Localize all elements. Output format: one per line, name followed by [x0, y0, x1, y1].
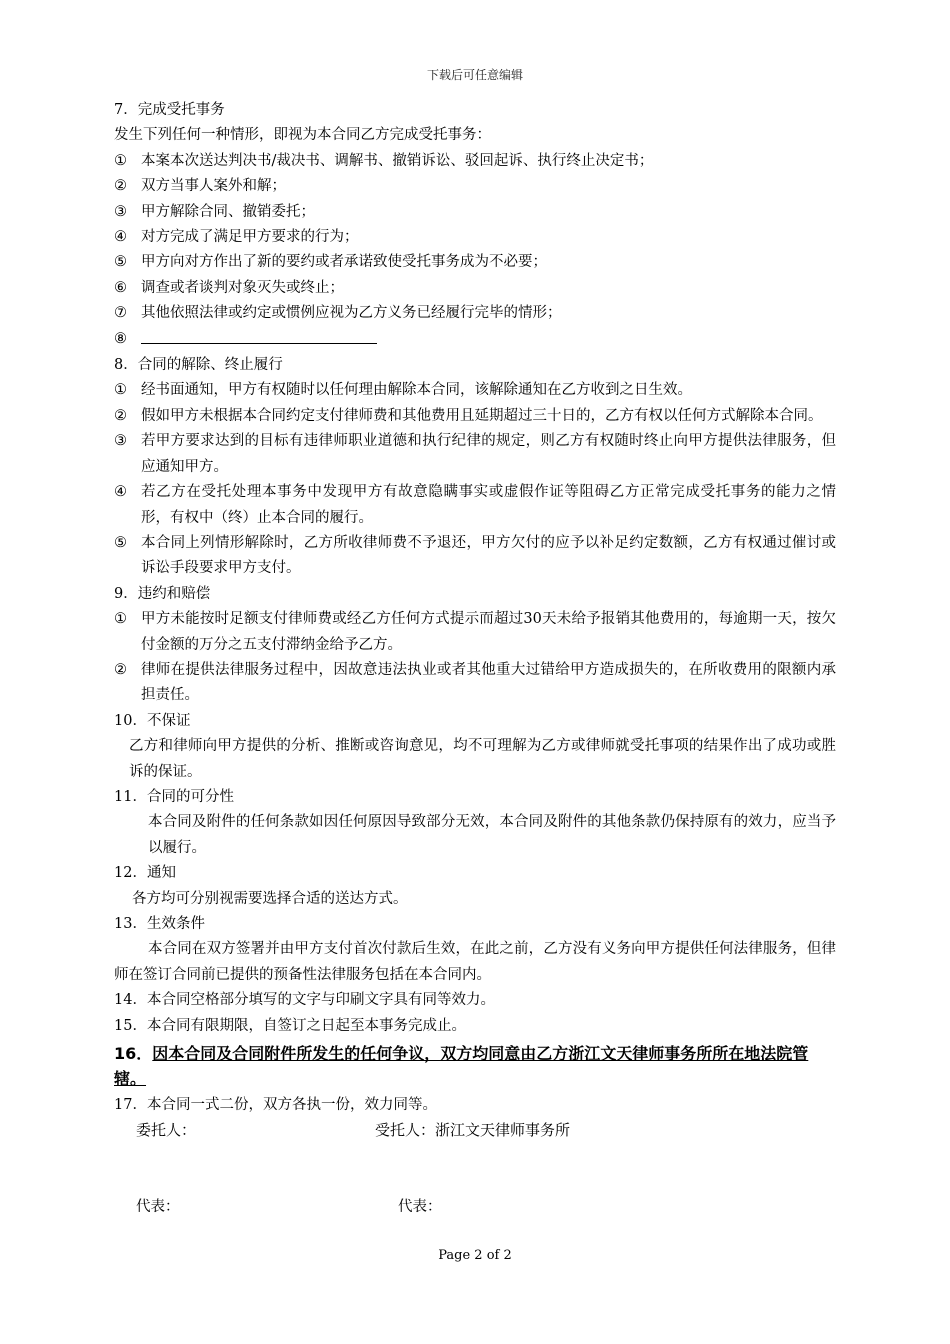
section-13-text: 本合同在双方签署并由甲方支付首次付款后生效，在此之前，乙方没有义务向甲方提供任何法律服务，但律师在签订合同前已提供的预备性法律服务包括在本合同内。 — [114, 941, 836, 983]
page-header: 下载后可任意编辑 — [426, 68, 523, 82]
list-item-blank: ⑧ — [114, 327, 836, 353]
list-item: ① 甲方未能按时足额支付律师费或经乙方任何方式提示而超过30天未给予报销其他费用的，每逾期一天，按欠付金额的万分之五支付滞纳金给予乙方。 — [114, 611, 836, 653]
section-14: 14．本合同空格部分填写的文字与印刷文字具有同等效力。 — [114, 992, 495, 1009]
section-17: 17．本合同一式二份，双方各执一份，效力同等。 — [114, 1097, 437, 1114]
contract-body — [114, 98, 836, 1144]
list-item: ④ 若乙方在受托处理本事务中发现甲方有故意隐瞒事实或虚假作证等阻碍乙方正常完成受托事务的能力之情形，有权中（终）止本合同的履行。 — [114, 484, 836, 526]
list-item: ⑦ 其他依照法律或约定或惯例应视为乙方义务已经履行完毕的情形； — [114, 305, 562, 322]
principal-label: 委托人： — [136, 1121, 197, 1140]
list-item: ③ 甲方解除合同、撤销委托； — [114, 203, 315, 220]
section-7-intro: 发生下列任何一种情形，即视为本合同乙方完成受托事务： — [114, 127, 491, 144]
section-10-text: 乙方和律师向甲方提供的分析、推断或咨询意见，均不可理解为乙方或律师就受托事项的结果作出了成功或胜诉的保证。 — [129, 738, 836, 780]
page-footer: Page 2 of 2 — [438, 1248, 512, 1263]
fill-in-blank-line — [141, 327, 377, 344]
list-item: ② 双方当事人案外和解； — [114, 178, 286, 195]
representative-row — [136, 1195, 442, 1216]
section-11-heading: 11．合同的可分性 — [114, 788, 234, 805]
list-item: ⑥ 调查或者谈判对象灭失或终止； — [114, 279, 344, 296]
section-16-number: 16． — [114, 1044, 153, 1064]
agent-representative-label: 代表： — [398, 1199, 442, 1215]
section-16-text: 因本合同及合同附件所发生的任何争议，双方均同意由乙方浙江文天律师事务所所在地法院管辖。 — [114, 1044, 809, 1089]
section-8-heading: 8．合同的解除、终止履行 — [114, 357, 283, 374]
list-item: ③ 若甲方要求达到的目标有违律师职业道德和执行纪律的规定，则乙方有权随时终止向甲方提供法律服务，但应通知甲方。 — [114, 433, 836, 475]
principal-representative-label: 代表： — [136, 1199, 180, 1215]
list-item: ⑤ 甲方向对方作出了新的要约或者承诺致使受托事务成为不必要； — [114, 254, 547, 271]
signature-row — [114, 1118, 836, 1143]
list-item: ⑤ 本合同上列情形解除时，乙方所收律师费不予退还，甲方欠付的应予以补足约定数额，乙方有权通过催讨或诉讼手段要求甲方支付。 — [114, 534, 836, 577]
section-16 — [114, 1041, 836, 1091]
list-item: ① 经书面通知，甲方有权随时以任何理由解除本合同，该解除通知在乙方收到之日生效。 — [114, 382, 692, 399]
section-10-heading: 10．不保证 — [114, 712, 191, 729]
list-item: ④ 对方完成了满足甲方要求的行为； — [114, 229, 359, 246]
section-11-text: 本合同及附件的任何条款如因任何原因导致部分无效，本合同及附件的其他条款仍保持原有的效力，应当予以履行。 — [148, 814, 836, 856]
list-item: ① 本案本次送达判决书/裁决书、调解书、撤销诉讼、驳回起诉、执行终止决定书； — [114, 152, 654, 169]
section-9-heading: 9．违约和赔偿 — [114, 585, 211, 602]
agent-label: 受托人：浙江文天律师事务所 — [375, 1121, 571, 1140]
section-13-heading: 13．生效条件 — [114, 916, 205, 932]
section-12-heading: 12．通知 — [114, 865, 176, 882]
section-12-text: 各方均可分别视需要选择合适的送达方式。 — [132, 890, 408, 907]
list-item: ② 假如甲方未根据本合同约定支付律师费和其他费用且延期超过三十日的，乙方有权以任何方式解除本合同。 — [114, 407, 823, 424]
section-7-heading: 7．完成受托事务 — [114, 102, 225, 118]
list-item: ② 律师在提供法律服务过程中，因故意违法执业或者其他重大过错给甲方造成损失的，在所收费用的限额内承担责任。 — [114, 661, 836, 704]
section-15: 15．本合同有限期限，自签订之日起至本事务完成止。 — [114, 1017, 466, 1034]
